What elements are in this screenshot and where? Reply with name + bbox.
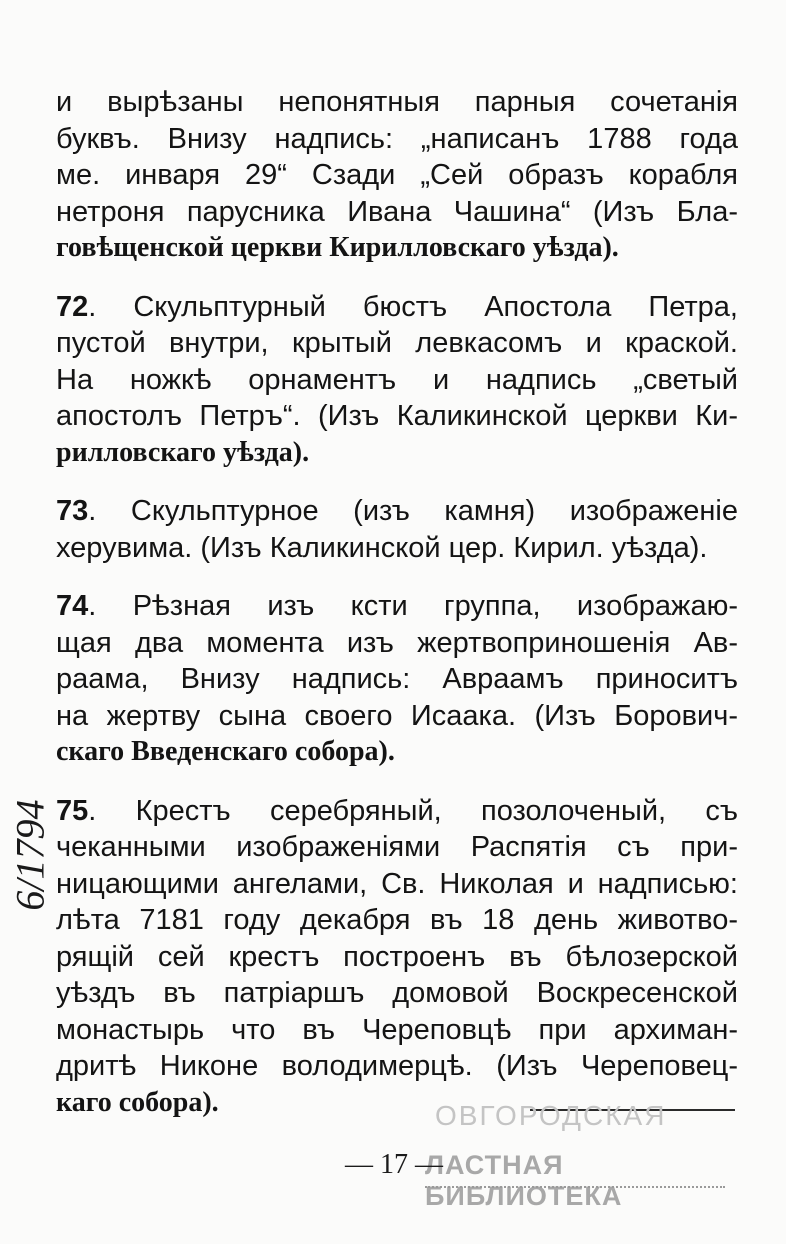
page-footer [0,1143,786,1183]
item-number: 74 [56,590,89,622]
text-line: щая два момента изъ жертвоприношенія Ав- [56,626,738,659]
paragraph-continuation [56,84,738,267]
text-line-first [56,289,738,326]
stamp-line-1: ОВГОРОДСКАЯ [435,1100,667,1131]
item-text: . Рѣзная изъ ксти группа, изображаю- [88,590,738,622]
item-number: 75 [56,794,89,827]
page-number: — 17 — [345,1149,443,1180]
text-line-source: рилловскаго уѣзда). [56,436,310,468]
text-line-source: скаго Введенскаго собора). [56,736,395,767]
text-line: чеканными изображеніями Распятія съ при- [56,831,738,863]
text-line: уѣздъ въ патріаршъ домовой Воскресенской [56,977,738,1009]
text-line: раама, Внизу надпись: Авраамъ приноситъ [56,663,738,695]
text-line: пустой внутри, крытый левкасомъ и краской. [56,327,738,359]
text-line: монастырь что въ Череповцѣ при архиман- [56,1013,738,1046]
text-line: На ножкѣ орнаментъ и надпись „светый [56,363,738,396]
text-line: и вырѣзаны непонятныя парныя сочетанія [56,86,738,118]
text-line-source: херувима. (Изъ Каликинской цер. Кирил. уѣзда). [56,531,708,564]
stamp-border [425,1186,725,1188]
text-line: нетроня парусника Ивана Чашина“ (Изъ Бла- [56,195,738,228]
item-text: . Крестъ серебряный, позолоченый, съ [88,794,738,827]
text-line: на жертву сына своего Исаака. (Изъ Борович- [56,699,738,732]
text-line-source: каго собора). [56,1086,219,1118]
text-line: буквъ. Внизу надпись: „написанъ 1788 года [56,122,738,155]
inventory-mark [8,775,54,935]
text-line: рящій сей крестъ построенъ въ бѣлозерской [56,940,738,973]
catalog-item-74 [56,588,738,771]
item-number: 73 [56,495,89,527]
text-line-first [56,588,738,625]
item-number: 72 [56,290,89,323]
text-line: лѣта 7181 году декабря въ 18 день животво- [56,904,738,936]
item-text: . Скульптурный бюстъ Апостола Петра, [88,290,738,323]
text-line: ницающими ангелами, Св. Николая и надписью: [56,867,738,900]
text-line: дритѣ Никоне володимерцѣ. (Изъ Череповец- [56,1050,738,1082]
catalog-item-72 [56,289,738,472]
text-line-first [56,793,738,830]
catalog-item-73 [56,493,738,566]
text-line: ме. инваря 29“ Сзади „Сей образъ корабля [56,159,738,191]
inventory-number: 6/1794 [7,799,53,911]
text-line-first [56,493,738,530]
text-line: апостолъ Петръ“. (Изъ Каликинской церкви Ки- [56,400,738,432]
catalog-item-75 [56,793,738,1122]
page-body [56,84,738,1121]
item-text: . Скульптурное (изъ камня) изображеніе [88,495,738,527]
text-line-source: говѣщенской церкви Кирилловскаго уѣзда). [56,232,619,263]
stamp-line-2: ЛАСТНАЯ БИБЛИОТЕКА [425,1150,623,1211]
